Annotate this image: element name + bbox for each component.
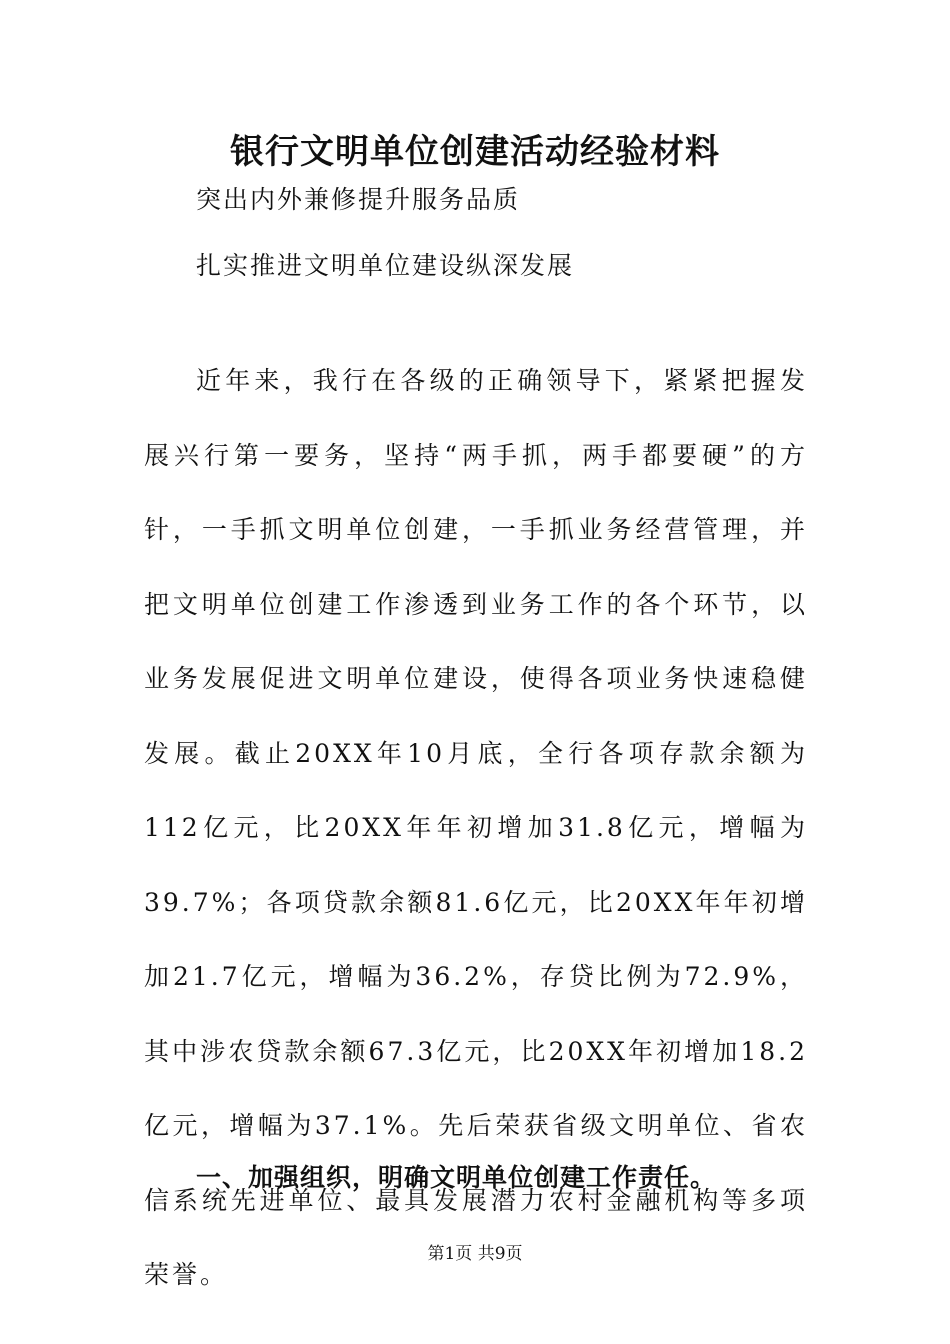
- subtitle-line-1: 突出内外兼修提升服务品质: [196, 185, 521, 214]
- body-paragraph: 近年来，我行在各级的正确领导下，紧紧把握发展兴行第一要务，坚持“两手抓，两手都要硬”的方针，一手抓文明单位创建，一手抓业务经营管理，并把文明单位创建工作渗透到业务工作的各个环节，以业务发展促进文明单位建设，使得各项业务快速稳健发展。截止20XX年10月底，全行各项存款余额为112亿元，比20XX年年初增加31.8亿元，增幅为39.7%；各项贷款余额81.6亿元，比20XX年年初增加21.7亿元，增幅为36.2%，存贷比例为72.9%，其中涉农贷款余额67.3亿元，比20XX年初增加18.2亿元，增幅为37.1%。先后荣获省级文明单位、省农信系统先进单位、最具发展潜力农村金融机构等多项荣誉。: [144, 366, 808, 1289]
- page-number-footer: 第1页 共9页: [427, 1244, 523, 1264]
- subtitle-line-2: 扎实推进文明单位建设纵深发展: [196, 251, 575, 280]
- document-title: 银行文明单位创建活动经验材料: [230, 132, 720, 172]
- section-heading: 一、加强组织，明确文明单位创建工作责任。: [196, 1163, 717, 1192]
